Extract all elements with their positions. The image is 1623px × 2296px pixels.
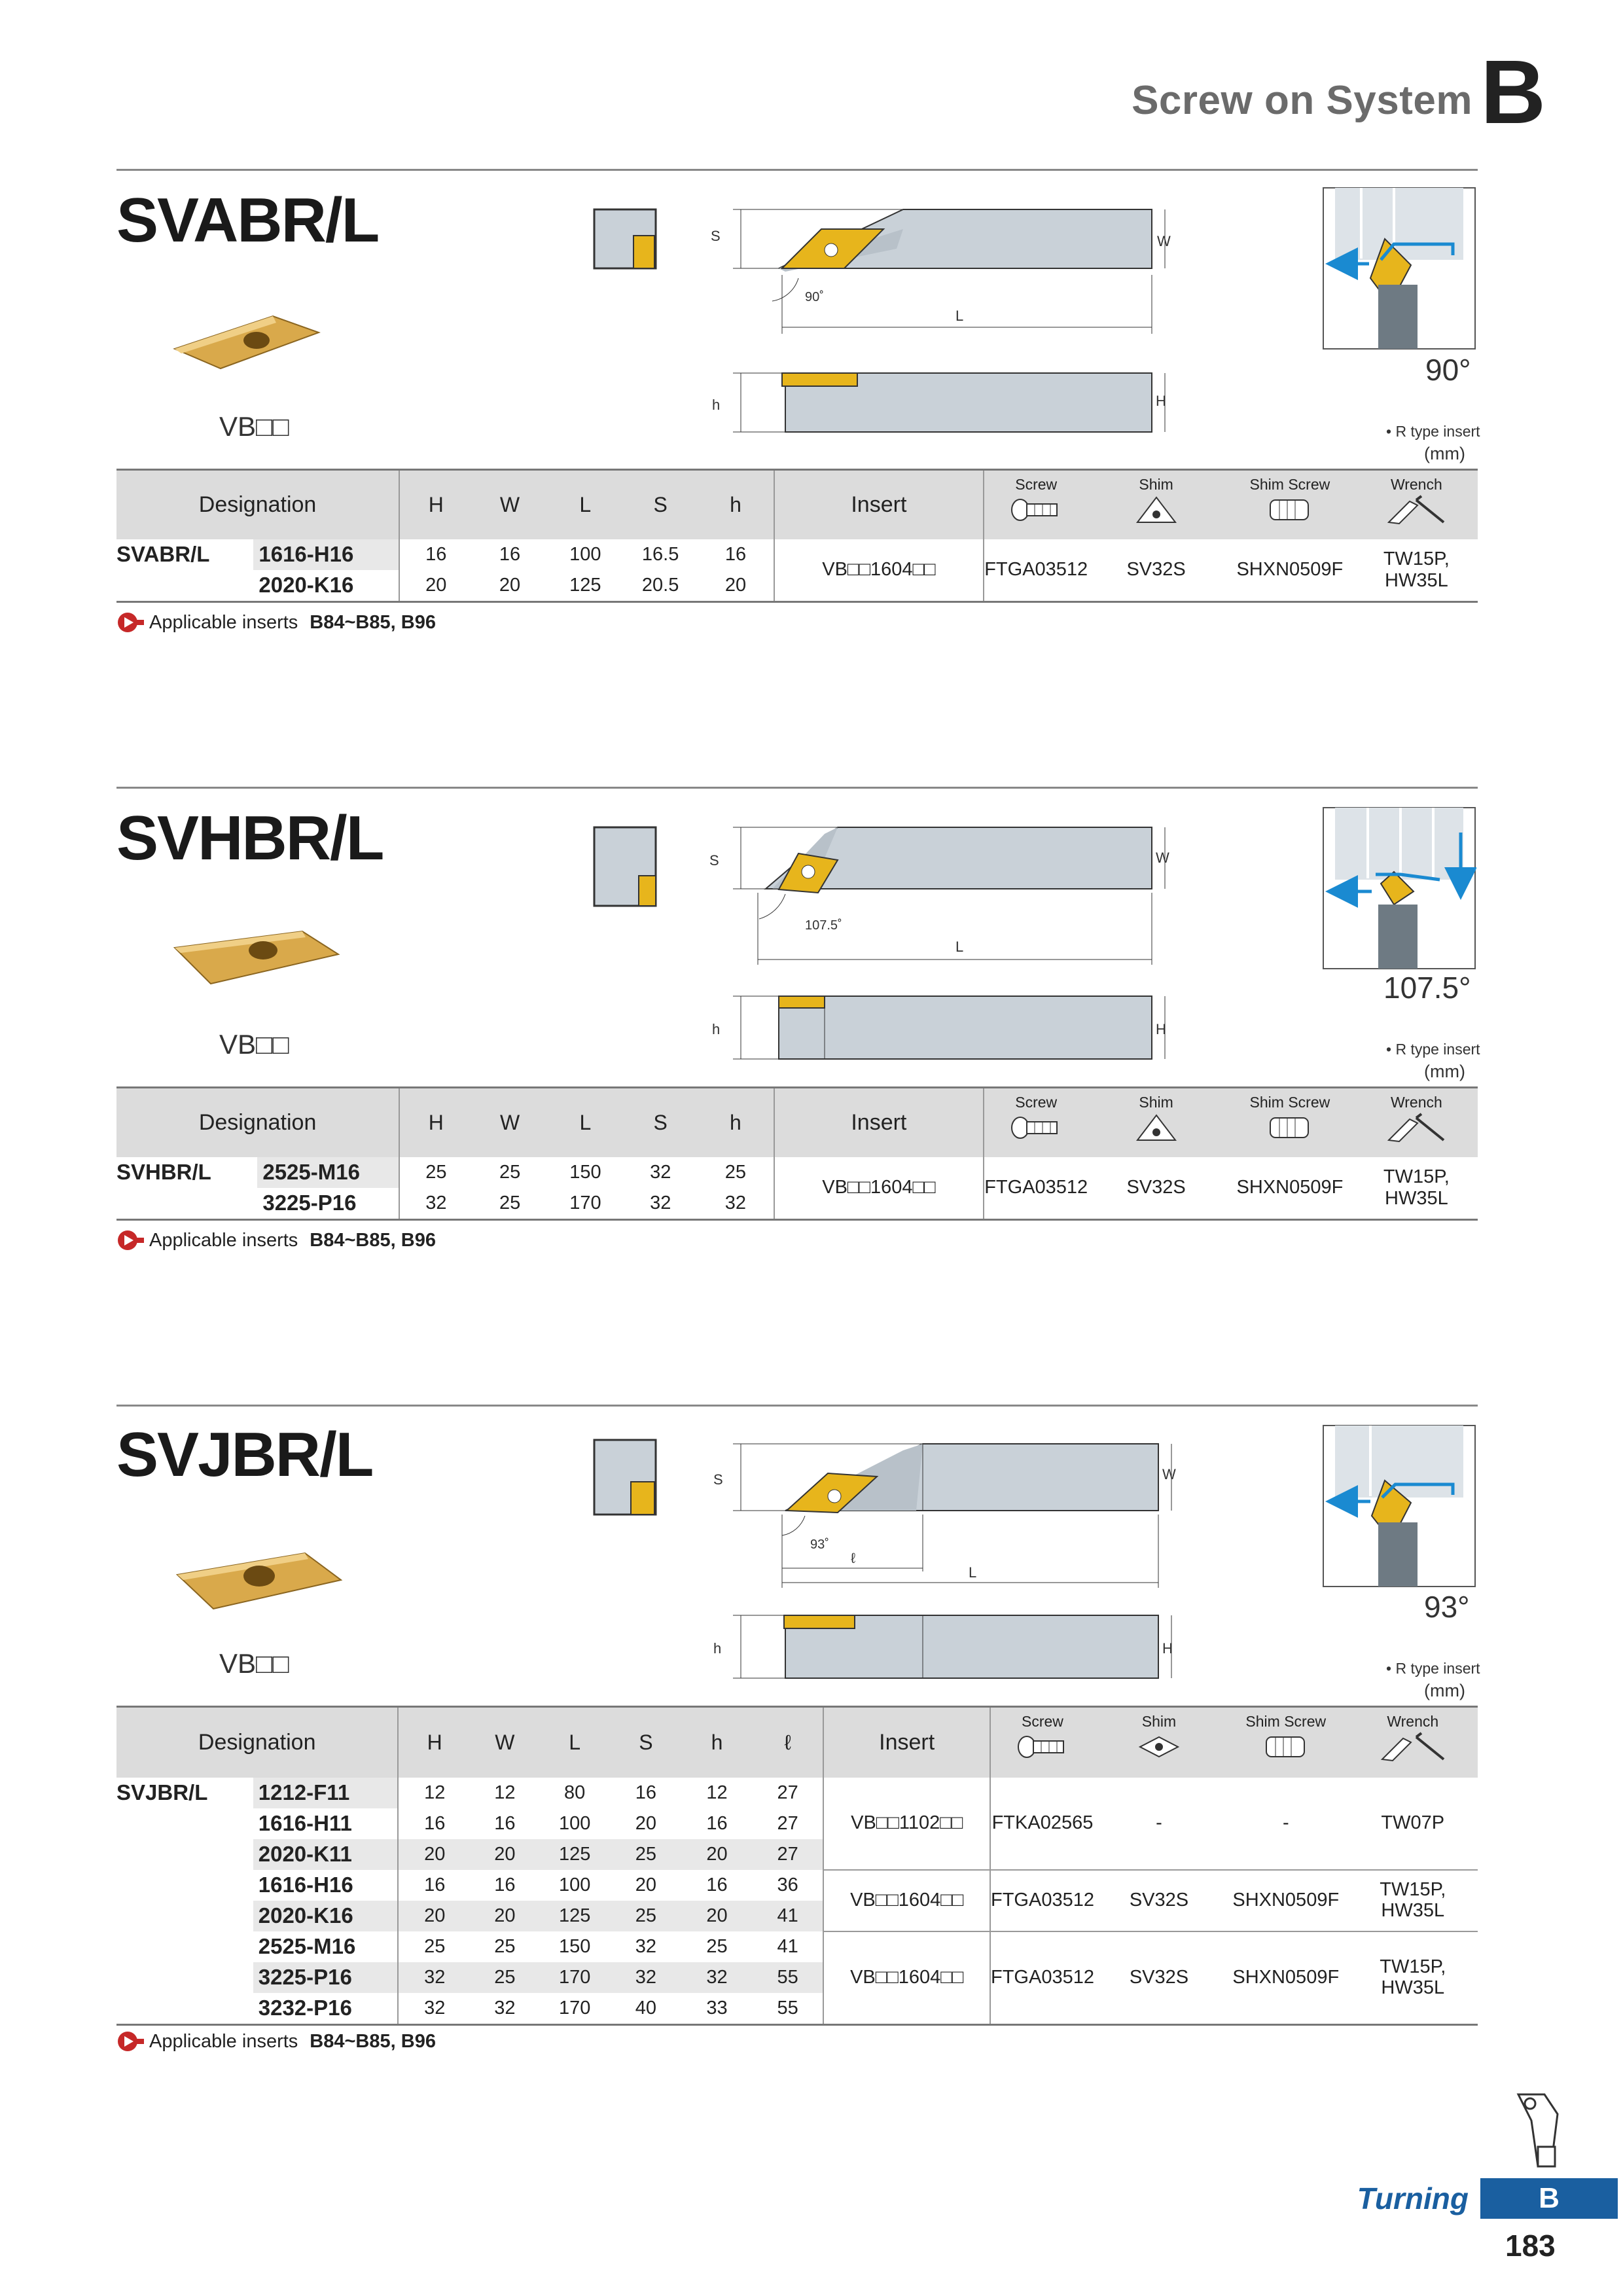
screw-label: Screw: [1015, 476, 1058, 493]
cell-screw: FTGA03512: [990, 1870, 1094, 1931]
r-type-note: • R type insert: [1386, 423, 1480, 440]
shim-label: Shim: [1139, 476, 1173, 493]
cell-small-h: 25: [724, 1161, 747, 1183]
holder-side-view: [707, 1609, 1191, 1687]
cell-s: 20.5: [641, 574, 679, 596]
dim-s-label: S: [711, 228, 721, 244]
designation-code: 2020-K16: [259, 573, 354, 597]
holder-end-view: [593, 826, 658, 907]
section-title: SVABR/L: [116, 185, 379, 255]
dim-w-label: W: [1162, 1466, 1176, 1482]
section-divider: [116, 169, 1478, 171]
turning-tool-icon: [1512, 2088, 1571, 2173]
col-header-small-h: h: [698, 470, 774, 539]
cell-h: 20: [398, 1901, 471, 1931]
col-header-shim-screw: [1224, 470, 1355, 539]
cell-ell: 41: [777, 1935, 798, 1957]
section-title: SVHBR/L: [116, 803, 383, 873]
insert-photo: [171, 928, 342, 987]
cell-small-h: 33: [706, 1997, 728, 2018]
approach-angle: 107.5°: [1383, 971, 1471, 1005]
cell-h: 20: [399, 570, 472, 602]
cell-l: 125: [539, 1839, 611, 1870]
dim-w-label: W: [1157, 233, 1171, 249]
arrow-icon: [116, 1229, 145, 1251]
screw-icon: [1010, 493, 1062, 526]
shim-screw-icon: [1264, 1111, 1316, 1144]
footer-section-tab: B: [1480, 2178, 1618, 2219]
col-header-s: S: [623, 1088, 698, 1157]
col-header-insert: Insert: [774, 1088, 984, 1157]
cell-w: 16: [494, 1874, 516, 1895]
cutting-direction-diagram: [1322, 806, 1476, 970]
cell-insert: VB□□1604□□: [774, 1157, 984, 1220]
cell-ell: 27: [753, 1839, 824, 1870]
section-title: SVJBR/L: [116, 1420, 373, 1490]
wrench-icon: [1383, 1111, 1449, 1144]
holder-side-view: [707, 990, 1191, 1068]
col-header-designation: Designation: [116, 470, 399, 539]
cell-h: 16: [398, 1808, 471, 1839]
cell-ell: 27: [777, 1812, 798, 1834]
cell-shim-screw: SHXN0509F: [1224, 1931, 1348, 2025]
dim-s-label: S: [713, 1471, 723, 1488]
cell-small-h: 16: [706, 1812, 728, 1834]
arrow-icon: [116, 2030, 145, 2053]
designation-code: 3232-P16: [258, 1996, 352, 2020]
wrench-icon: [1383, 493, 1449, 526]
dim-small-h-label: h: [713, 1640, 722, 1657]
cell-l: 170: [558, 1997, 591, 2018]
dim-w-label: W: [1156, 850, 1169, 866]
cell-l: 80: [564, 1782, 586, 1803]
cell-h: 32: [398, 1993, 471, 2025]
cell-h: 16: [398, 1870, 471, 1901]
designation-code: 1616-H16: [253, 539, 399, 570]
section-divider: [116, 787, 1478, 789]
col-header-shim: [1088, 470, 1224, 539]
footer-section-label: Turning: [1357, 2181, 1469, 2215]
cell-wrench: TW15P, HW35L: [1383, 548, 1450, 591]
col-header-small-h: h: [698, 1088, 774, 1157]
dim-l-label: L: [955, 308, 964, 324]
cell-s: 32: [650, 1161, 671, 1183]
cell-w: 16: [499, 543, 521, 565]
col-header-shim-screw: [1224, 1088, 1355, 1157]
cell-w: 25: [499, 1161, 521, 1183]
col-header-ell: ℓ: [753, 1707, 824, 1778]
col-header-screw: [984, 470, 1088, 539]
cell-s: 32: [611, 1962, 682, 1993]
cell-shim: SV32S: [1094, 1870, 1224, 1931]
cell-shim-screw: SHXN0509F: [1236, 1177, 1344, 1198]
applicable-inserts-note: [116, 2030, 436, 2053]
table-row: [116, 1870, 1478, 1901]
col-header-h: H: [399, 1088, 472, 1157]
col-header-insert: Insert: [823, 1707, 990, 1778]
screw-label: Screw: [1022, 1713, 1063, 1730]
cell-shim-screw: -: [1224, 1778, 1348, 1870]
cell-l: 100: [558, 1812, 591, 1834]
unit-note: (mm): [1424, 1681, 1465, 1700]
shim-screw-icon: [1260, 1731, 1312, 1763]
cutting-direction-diagram: [1322, 1424, 1476, 1588]
arrow-icon: [116, 611, 145, 634]
cell-wrench: TW15P, HW35L: [1383, 1166, 1450, 1209]
diagram-angle-label: 107.5˚: [805, 918, 842, 933]
cell-w: 16: [494, 1812, 516, 1834]
applicable-label: Applicable inserts: [149, 1229, 298, 1251]
cell-w: 20: [471, 1901, 539, 1931]
table-header-row: [116, 1088, 1478, 1157]
r-type-note: • R type insert: [1386, 1041, 1480, 1058]
cell-s: 25: [611, 1839, 682, 1870]
cell-s: 20: [635, 1874, 657, 1895]
col-header-designation: Designation: [116, 1088, 399, 1157]
cell-s: 20: [635, 1812, 657, 1834]
designation-code: 3225-P16: [262, 1191, 357, 1215]
designation-family: SVJBR/L: [116, 1780, 208, 1804]
cell-small-h: 20: [681, 1839, 753, 1870]
cell-screw: FTGA03512: [990, 1931, 1094, 2025]
table-header-row: [116, 1707, 1478, 1778]
col-header-w: W: [472, 1088, 547, 1157]
shim-screw-label: Shim Screw: [1249, 1094, 1330, 1111]
diagram-angle-label: 90˚: [805, 290, 824, 304]
cell-shim: -: [1094, 1778, 1224, 1870]
cell-h: 32: [398, 1962, 471, 1993]
col-header-w: W: [471, 1707, 539, 1778]
col-header-designation: Designation: [116, 1707, 398, 1778]
col-header-screw: [984, 1088, 1088, 1157]
screw-icon: [1016, 1731, 1069, 1763]
shim-label: Shim: [1141, 1713, 1177, 1730]
designation-code: 2525-M16: [258, 1934, 356, 1958]
applicable-inserts-note: [116, 611, 436, 634]
designation-code: 1616-H11: [258, 1811, 352, 1835]
cell-l: 170: [569, 1192, 601, 1213]
wrench-label: Wrench: [1390, 476, 1442, 493]
dim-l-label: L: [955, 939, 964, 955]
cell-small-h: 20: [681, 1901, 753, 1931]
holder-top-view: [707, 821, 1191, 965]
col-header-h: H: [399, 470, 472, 539]
page-number: 183: [1505, 2229, 1556, 2263]
col-header-l: L: [548, 1088, 623, 1157]
shim-label: Shim: [1139, 1094, 1173, 1111]
col-header-s: S: [623, 470, 698, 539]
insert-label: VB□□: [219, 411, 289, 442]
insert-photo: [171, 313, 322, 372]
cell-ell: 55: [777, 1997, 798, 2018]
cell-w: 25: [471, 1962, 539, 1993]
spec-table: [116, 1706, 1478, 2026]
cell-screw: FTGA03512: [984, 1157, 1088, 1220]
applicable-inserts-note: [116, 1229, 436, 1251]
cell-l: 170: [539, 1962, 611, 1993]
designation-code: 2020-K11: [253, 1839, 399, 1870]
col-header-shim-screw: [1224, 1707, 1348, 1778]
cell-shim-screw: SHXN0509F: [1224, 1870, 1348, 1931]
designation-family: SVABR/L: [116, 542, 210, 566]
wrench-icon: [1377, 1731, 1449, 1763]
designation-code: 2020-K16: [253, 1901, 399, 1931]
holder-end-view: [593, 1439, 658, 1516]
cell-insert: VB□□1604□□: [823, 1931, 990, 2025]
applicable-label: Applicable inserts: [149, 611, 298, 633]
diagram-angle-label: 93˚: [810, 1537, 829, 1552]
cell-w: 20: [499, 574, 521, 596]
screw-label: Screw: [1015, 1094, 1058, 1111]
page-header-letter: B: [1480, 42, 1546, 143]
cell-w: 12: [494, 1782, 516, 1803]
spec-table: [116, 469, 1478, 603]
holder-top-view: [707, 203, 1178, 334]
wrench-label: Wrench: [1390, 1094, 1442, 1111]
approach-angle: 90°: [1425, 353, 1471, 387]
cell-w: 32: [494, 1997, 516, 2018]
cell-ell: 36: [777, 1874, 798, 1895]
cell-s: 32: [635, 1935, 657, 1957]
cell-h: 32: [399, 1188, 472, 1220]
dim-small-h-label: h: [712, 397, 721, 413]
shim-icon: [1133, 493, 1179, 526]
cell-ell: 41: [753, 1901, 824, 1931]
col-header-shim: [1088, 1088, 1224, 1157]
designation-code: 1616-H16: [258, 1873, 353, 1897]
cell-wrench: TW07P: [1348, 1778, 1478, 1870]
cell-l: 125: [539, 1901, 611, 1931]
designation-code: 1212-F11: [253, 1778, 399, 1808]
table-row: [116, 1778, 1478, 1808]
cell-h: 20: [398, 1839, 471, 1870]
cell-h: 16: [399, 539, 472, 570]
shim-screw-icon: [1264, 493, 1316, 526]
dim-s-label: S: [709, 852, 719, 869]
col-header-s: S: [611, 1707, 682, 1778]
cell-w: 20: [471, 1839, 539, 1870]
cell-small-h: 32: [681, 1962, 753, 1993]
shim-icon: [1133, 1111, 1179, 1144]
applicable-ref: B84~B85, B96: [310, 611, 436, 633]
cell-shim-screw: SHXN0509F: [1236, 559, 1344, 580]
designation-code: 3225-P16: [253, 1962, 399, 1993]
col-header-wrench: [1348, 1707, 1478, 1778]
designation-code: 2525-M16: [257, 1157, 399, 1188]
col-header-l: L: [548, 470, 623, 539]
shim-screw-label: Shim Screw: [1245, 1713, 1327, 1730]
approach-angle: 93°: [1424, 1590, 1470, 1624]
cell-s: 32: [650, 1192, 671, 1213]
cell-s: 40: [635, 1997, 657, 2018]
cell-s: 16.5: [641, 543, 679, 565]
col-header-w: W: [472, 470, 547, 539]
col-header-screw: [990, 1707, 1094, 1778]
cell-w: 25: [499, 1192, 521, 1213]
holder-side-view: [707, 367, 1178, 439]
cell-wrench: TW15P, HW35L: [1348, 1931, 1478, 2025]
r-type-note: • R type insert: [1386, 1660, 1480, 1677]
dim-small-h-label: h: [712, 1021, 721, 1037]
cell-s: 16: [635, 1782, 657, 1803]
unit-note: (mm): [1424, 444, 1465, 463]
cell-screw: FTKA02565: [990, 1778, 1094, 1870]
unit-note: (mm): [1424, 1062, 1465, 1081]
table-row: [116, 1157, 1478, 1188]
shim-screw-label: Shim Screw: [1249, 476, 1330, 493]
cell-ell: 55: [753, 1962, 824, 1993]
cell-h: 25: [399, 1157, 472, 1188]
dim-big-h-label: H: [1156, 1021, 1166, 1037]
cell-small-h: 12: [706, 1782, 728, 1803]
cutting-direction-diagram: [1322, 187, 1476, 350]
cell-insert: VB□□1604□□: [823, 1870, 990, 1931]
cell-shim: SV32S: [1126, 1177, 1186, 1198]
col-header-small-h: h: [681, 1707, 753, 1778]
col-header-wrench: [1355, 470, 1478, 539]
dim-big-h-label: H: [1162, 1640, 1173, 1657]
page-header-title: Screw on System: [1132, 78, 1472, 123]
cell-insert: VB□□1102□□: [823, 1778, 990, 1870]
holder-end-view: [593, 208, 658, 271]
table-header-row: [116, 470, 1478, 539]
insert-label: VB□□: [219, 1648, 289, 1679]
cell-small-h: 25: [706, 1935, 728, 1957]
table-row: [116, 1931, 1478, 1962]
cell-ell: 27: [777, 1782, 798, 1803]
dim-ell-label: ℓ: [851, 1550, 856, 1566]
section-divider: [116, 1405, 1478, 1407]
cell-shim: SV32S: [1126, 559, 1186, 580]
cell-small-h: 16: [706, 1874, 728, 1895]
cell-shim: SV32S: [1094, 1931, 1224, 2025]
col-header-shim: [1094, 1707, 1224, 1778]
dim-l-label: L: [969, 1564, 977, 1581]
cell-insert: VB□□1604□□: [774, 539, 984, 602]
shim-icon: [1136, 1731, 1182, 1763]
applicable-label: Applicable inserts: [149, 2030, 298, 2052]
cell-l: 125: [569, 574, 601, 596]
dim-big-h-label: H: [1156, 393, 1166, 409]
cell-screw: FTGA03512: [984, 539, 1088, 602]
table-row: [116, 539, 1478, 570]
cell-h: 25: [398, 1931, 471, 1962]
cell-l: 150: [569, 1161, 601, 1183]
col-header-insert: Insert: [774, 470, 984, 539]
cell-l: 100: [558, 1874, 591, 1895]
spec-table: [116, 1086, 1478, 1221]
col-header-h: H: [398, 1707, 471, 1778]
applicable-ref: B84~B85, B96: [310, 1229, 436, 1251]
holder-top-view: [707, 1437, 1191, 1588]
cell-wrench: TW15P, HW35L: [1348, 1870, 1478, 1931]
cell-h: 12: [398, 1778, 471, 1808]
insert-photo: [174, 1550, 344, 1613]
cell-small-h: 16: [724, 543, 747, 565]
col-header-l: L: [539, 1707, 611, 1778]
cell-s: 25: [611, 1901, 682, 1931]
cell-w: 25: [494, 1935, 516, 1957]
cell-small-h: 20: [724, 574, 747, 596]
designation-family: SVHBR/L: [116, 1160, 211, 1184]
cell-l: 100: [569, 543, 601, 565]
screw-icon: [1010, 1111, 1062, 1144]
insert-label: VB□□: [219, 1029, 289, 1060]
applicable-ref: B84~B85, B96: [310, 2030, 436, 2052]
cell-l: 150: [558, 1935, 591, 1957]
col-header-wrench: [1355, 1088, 1478, 1157]
cell-small-h: 32: [724, 1192, 747, 1213]
wrench-label: Wrench: [1387, 1713, 1439, 1730]
